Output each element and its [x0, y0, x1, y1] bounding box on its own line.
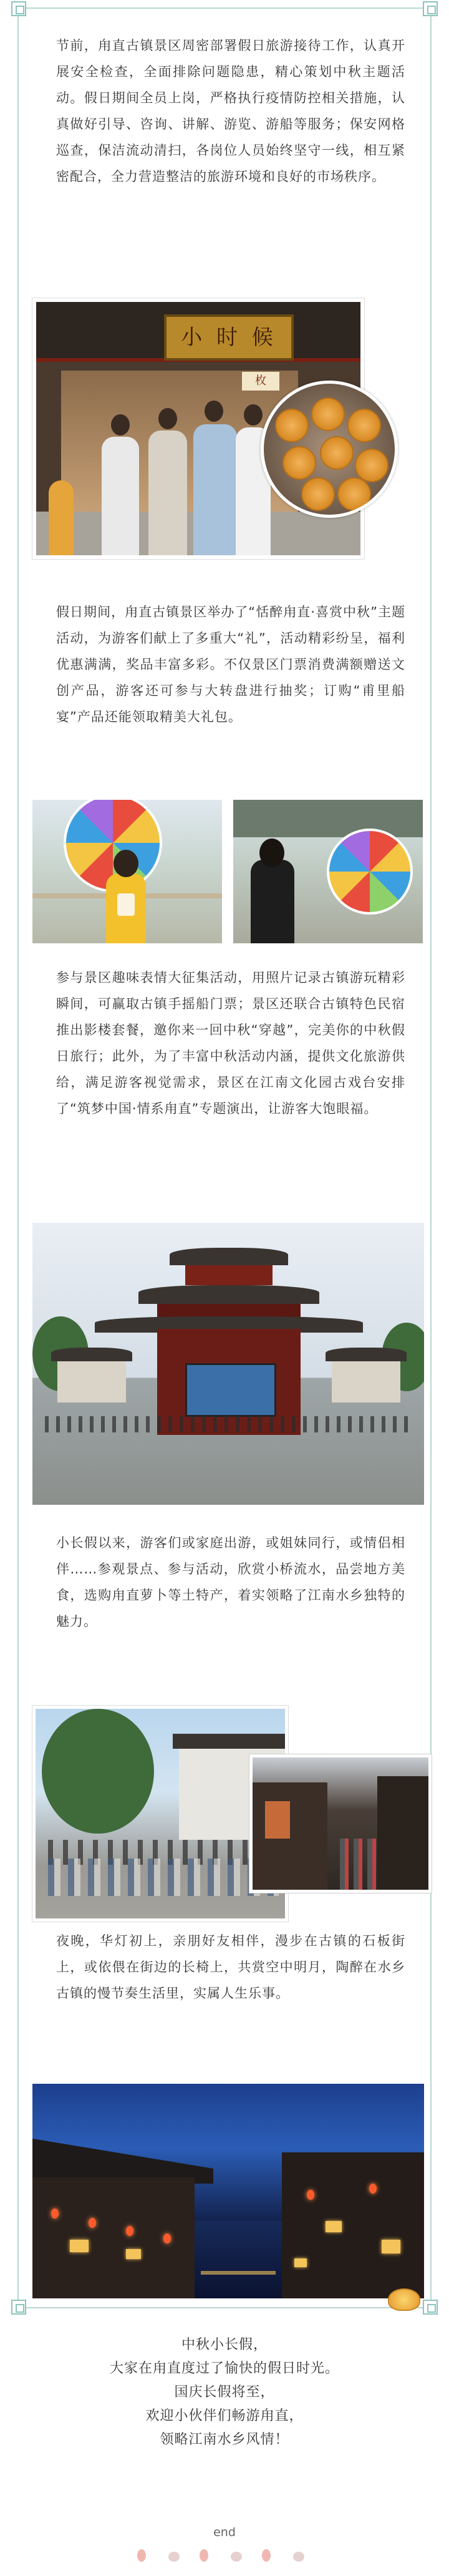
paragraph-preparation: 节前，甪直古镇景区周密部署假日旅游接待工作，认真开展安全检查，全面排除问题隐患，精心策划中秋主题活动。假日期间全员上岗，严格执行疫情防控相关措施，认真做好引导、咨询、讲解、游览、游船等服务；保安网格巡查，保洁流动清扫，各岗位人员始终坚守一线，相互紧密配合，全力营造整洁的旅游环境和良好的市场秩序。 — [56, 38, 405, 184]
photo-mooncakes-inset — [261, 381, 398, 518]
frame-corner-ornament — [11, 1, 26, 16]
closing-line: 大家在甪直度过了愉快的假日时光。 — [109, 2361, 339, 2376]
closing-line: 中秋小长假， — [181, 2337, 268, 2353]
lantern-icon — [200, 2549, 208, 2562]
photo-prize-wheel-girl — [233, 800, 423, 943]
frame-corner-ornament — [423, 1, 438, 16]
lantern-decoration-row — [125, 2549, 324, 2564]
photo-prize-wheel-child — [32, 800, 222, 943]
lantern-icon — [137, 2549, 146, 2562]
paragraph-photo-contest: 参与景区趣味表情大征集活动，用照片记录古镇游玩精彩瞬间，可赢取古镇手摇船门票；景区还联合古镇特色民宿推出影楼套餐，邀你来一回中秋“穿越”，完美你的中秋假日旅行；此外，为了丰富中秋活动内涵，提供文化旅游供给，满足游客视觉需求，景区在江南文化园古戏台安排了“筑梦中国·情系甪直”专题演出，让游客大饱眼福。 — [56, 970, 405, 1116]
frame-corner-ornament — [11, 2300, 26, 2315]
rabbit-icon — [293, 2552, 304, 2562]
closing-line: 欢迎小伙伴们畅游甪直， — [145, 2408, 304, 2424]
paragraph-festival-activity: 假日期间，甪直古镇景区举办了“恬醉甪直·喜赏中秋”主题活动，为游客们献上了多重大“礼”，活动精彩纷呈，福利优惠满满，奖品丰富多彩。不仅景区门票消费满额赠送文创产品，游客还可参与大转盘进行抽奖；订购“甫里船宴”产品还能领取精美大礼包。 — [56, 605, 405, 724]
mooncake-badge-icon — [388, 2288, 420, 2311]
frame-corner-ornament — [423, 2300, 438, 2315]
lantern-icon — [262, 2549, 271, 2562]
rabbit-icon — [168, 2552, 180, 2562]
inner-sign: 枚 — [242, 372, 279, 391]
paragraph-night: 夜晚，华灯初上，亲朋好友相伴，漫步在古镇的石板街上，或依偎在街边的长椅上，共赏空中明月，陶醉在水乡古镇的慢节奏生活里，实属人生乐事。 — [56, 1933, 405, 2001]
photo-street-night-shops — [249, 1754, 432, 1893]
shop-sign: 小 时 候 — [164, 314, 294, 361]
end-label: end — [213, 2525, 236, 2539]
closing-line: 国庆长假将至， — [174, 2384, 275, 2400]
photo-night-canal — [32, 2084, 424, 2298]
closing-message — [0, 2333, 449, 2452]
photo-ancient-stage — [32, 1223, 424, 1505]
closing-line: 领略江南水乡风情！ — [160, 2432, 289, 2447]
rabbit-icon — [231, 2552, 242, 2562]
paragraph-tourists: 小长假以来，游客们或家庭出游，或姐妹同行，或情侣相伴……参观景点、参与活动，欣赏小桥流水，品尝地方美食，选购甪直萝卜等土特产，着实领略了江南水乡独特的魅力。 — [56, 1535, 405, 1629]
